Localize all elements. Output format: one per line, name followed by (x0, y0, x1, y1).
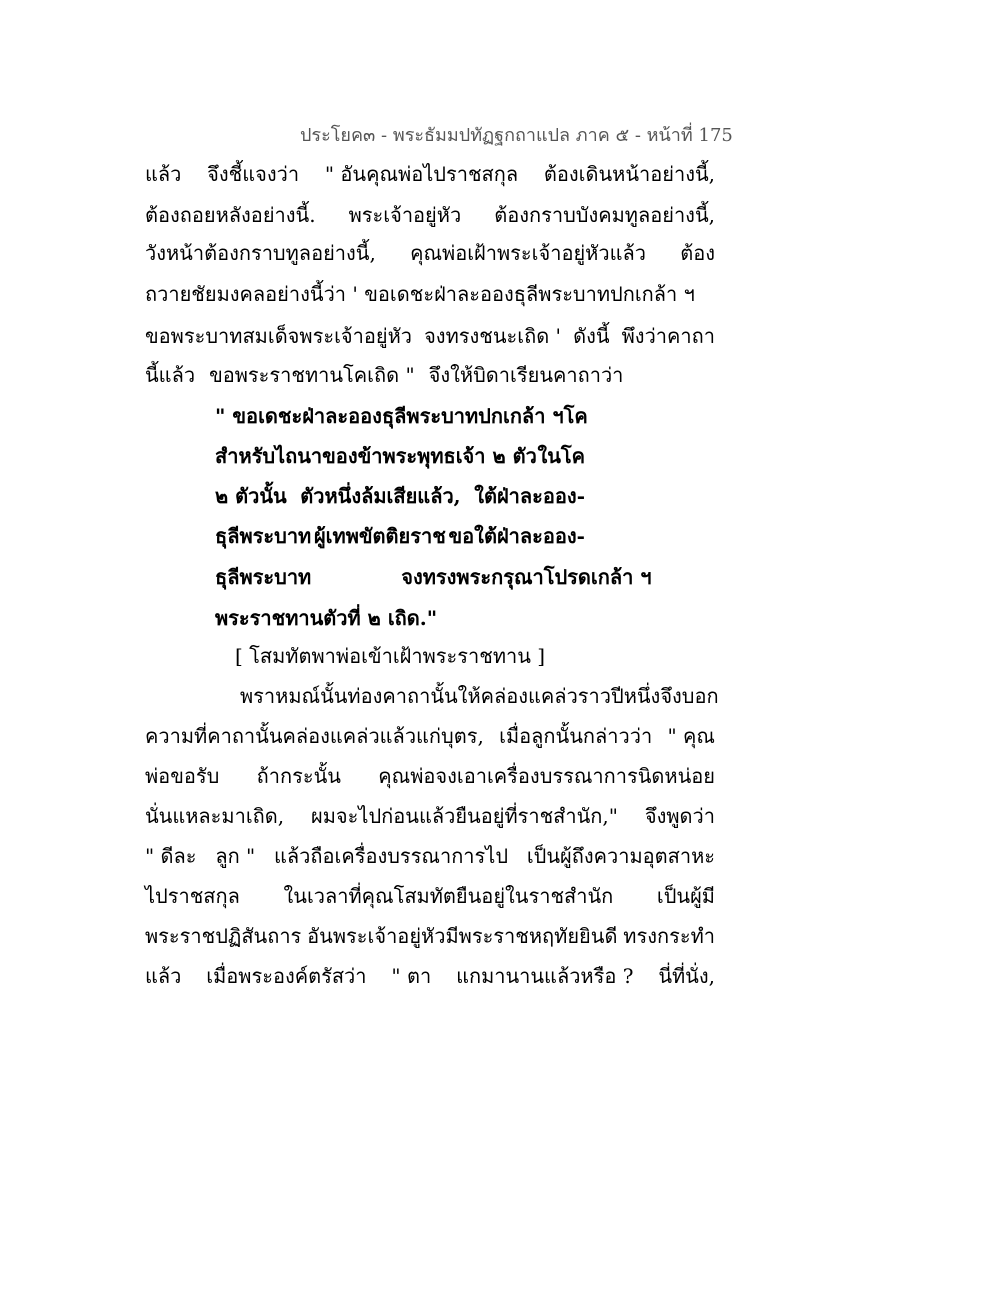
word: นี่ที่นั่ง, (658, 964, 715, 988)
word: ผู้เทพขัตติยราช (313, 524, 446, 548)
text-line (145, 361, 715, 389)
word: แกมานานแล้วหรือ ? (456, 964, 634, 988)
word: ต้อง (680, 241, 715, 265)
word: จงทรงชนะเถิด ' (424, 324, 562, 348)
text-line (145, 722, 715, 750)
text-line (145, 201, 715, 229)
word: เป็นผู้ถึงความอุตสาหะ (526, 844, 715, 868)
word: ธุลีพระบาท (215, 524, 312, 548)
word: จึงให้บิดาเรียนคาถาว่า (428, 363, 624, 387)
word: นี้แล้ว (145, 363, 196, 387)
page-header: ประโยค๓ - พระธัมมปทัฏฐกถาแปล ภาค ๕ - หน้าที่ 175 (300, 125, 733, 146)
text-line (145, 239, 715, 267)
word: โค (563, 404, 588, 428)
text-line (240, 682, 719, 710)
word: พระเจ้าอยู่หัว (348, 203, 462, 227)
text-line (145, 922, 715, 950)
word: จึงพูดว่า (644, 804, 715, 828)
word: เป็นผู้มี (656, 884, 715, 908)
text-line (145, 802, 715, 830)
word: จงทรงพระกรุณาโปรดเกล้า ฯ (401, 565, 652, 589)
text-line (145, 280, 715, 308)
word: ต้องกราบบังคมทูลอย่างนี้, (494, 203, 715, 227)
word: แล้วถือเครื่องบรรณาการไป (274, 844, 509, 868)
verse-line (215, 442, 585, 470)
word: วังหน้าต้องกราบทูลอย่างนี้, (145, 241, 376, 265)
word: แล้ว (145, 162, 182, 186)
verse-line (215, 402, 588, 430)
word: ท่องคาถานั้นให้คล่องแคล่วราวปีหนึ่ง (347, 684, 661, 708)
word: ขอพระบาทสมเด็จพระเจ้าอยู่หัว (145, 324, 412, 348)
text-line (145, 962, 715, 990)
word: พ่อขอรับ (145, 764, 220, 788)
word: คุณพ่อเฝ้าพระเจ้าอยู่หัวแล้ว (410, 241, 646, 265)
word: " ตา (391, 964, 432, 988)
word: ๒ ตัวนั้น (215, 484, 287, 508)
word: จึงชี้แจงว่า (207, 162, 300, 186)
section-caption: [ โสมทัตพาพ่อเข้าเฝ้าพระราชทาน ] (235, 644, 546, 668)
word: ไปราชสกุล (145, 884, 240, 908)
word: ทรงกระทำ (623, 924, 715, 948)
word: ผมจะไปก่อนแล้วยืนอยู่ที่ราชสำนัก," (311, 804, 618, 828)
word: ใต้ฝ่าละออง- (474, 484, 585, 508)
word: ดังนี้ (573, 324, 610, 348)
verse-line (215, 522, 585, 550)
verse-line (215, 482, 585, 510)
word: ตัวหนึ่งล้มเสียแล้ว, (300, 484, 461, 508)
verse-line (215, 563, 652, 591)
word: ลูก " (215, 844, 256, 868)
word: " ดีละ (145, 844, 197, 868)
text-line (145, 160, 715, 188)
word: สำหรับไถนาของข้าพระพุทธเจ้า ๒ ตัว (215, 444, 537, 468)
word: " คุณ (667, 724, 715, 748)
word: อันพระเจ้าอยู่หัวมีพระราชหฤทัยยินดี (307, 924, 618, 948)
word: พระราชปฏิสันถาร (145, 924, 302, 948)
word: แล้ว (145, 964, 182, 988)
verse-line (215, 604, 585, 632)
text-line (145, 762, 715, 790)
word: พระราชทานตัวที่ ๒ เถิด." (215, 606, 438, 630)
text-line (145, 842, 715, 870)
text-line (145, 322, 715, 350)
word: " ขอเดชะฝ่าละอองธุลีพระบาทปกเกล้า ฯ (215, 404, 564, 428)
word: ธุลีพระบาท (215, 565, 312, 589)
word: นั่นแหละมาเถิด, (145, 804, 285, 828)
word: ในโค (537, 444, 585, 468)
word: เมื่อพระองค์ตรัสว่า (206, 964, 367, 988)
word: พึงว่าคาถา (621, 324, 715, 348)
word: ในเวลาที่คุณโสมทัตยืนอยู่ในราชสำนัก (283, 884, 614, 908)
word: พราหมณ์นั้น (240, 684, 348, 708)
word: คุณพ่อจงเอาเครื่องบรรณาการนิดหน่อย (378, 764, 715, 788)
word: ถ้ากระนั้น (256, 764, 341, 788)
word: ขอพระราชทานโคเถิด " (209, 363, 415, 387)
word: ต้องถอยหลังอย่างนี้. (145, 203, 316, 227)
word: " อันคุณพ่อไปราชสกุล (324, 162, 519, 186)
word: เมื่อลูกนั้นกล่าวว่า (499, 724, 653, 748)
word: จึงบอก (660, 684, 719, 708)
word: ถวายชัยมงคลอย่างนี้ว่า ' ขอเดชะฝ่าละอองธุลีพระบาทปกเกล้า ฯ (145, 282, 695, 306)
word: ต้องเดินหน้าอย่างนี้, (543, 162, 715, 186)
text-line (145, 882, 715, 910)
word: ขอใต้ฝ่าละออง- (448, 524, 585, 548)
word: ความที่คาถานั้นคล่องแคล่วแล้วแก่บุตร, (145, 724, 484, 748)
